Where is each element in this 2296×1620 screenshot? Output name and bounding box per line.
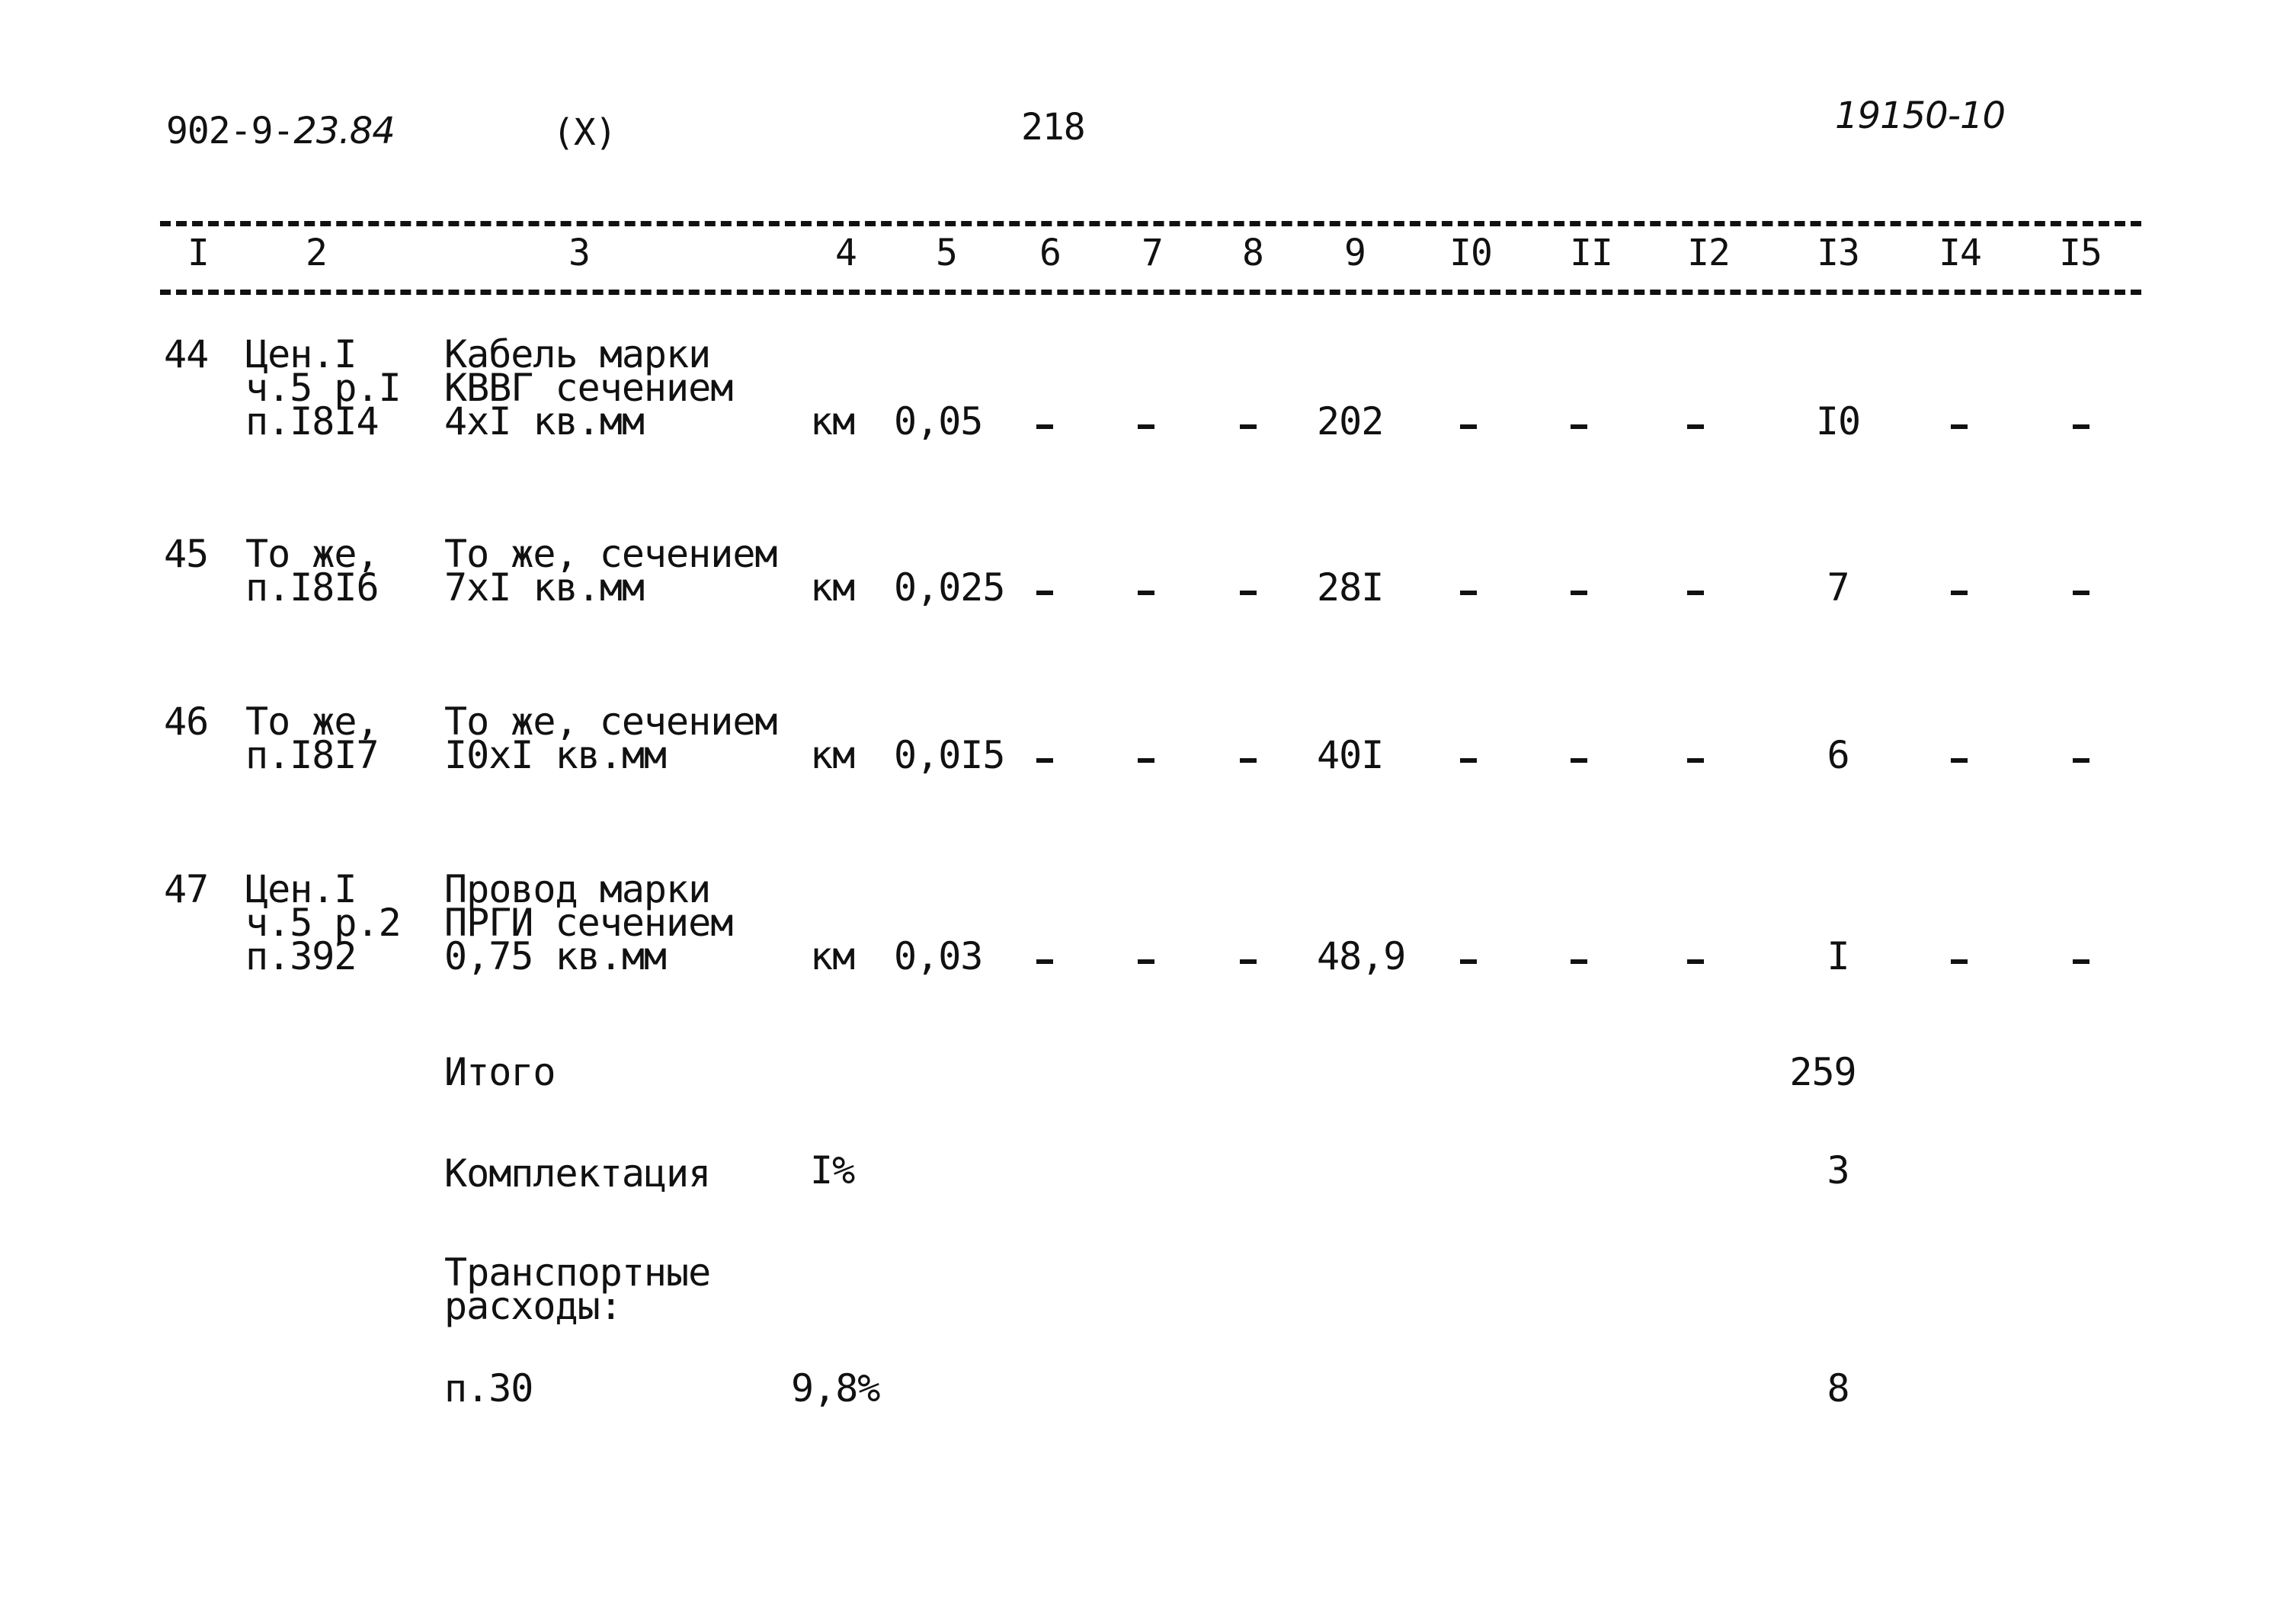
col-header-14: I4	[1939, 232, 1981, 274]
row-col13-value: 7	[1827, 565, 1849, 610]
header-rule-top	[160, 221, 2141, 226]
kit-rate: I%	[810, 1148, 855, 1193]
row-ref-line: То же,	[245, 700, 379, 744]
empty-cell-dash	[1240, 424, 1257, 429]
document-code	[166, 110, 395, 152]
transport-label: Транспортные	[444, 1250, 711, 1295]
row-ref-line: ч.5 р.I	[245, 366, 401, 410]
col-header-13: I3	[1817, 232, 1859, 274]
row-unit: км	[810, 733, 855, 777]
empty-cell-dash	[1687, 591, 1704, 595]
empty-cell-dash	[1138, 959, 1154, 964]
empty-cell-dash	[1687, 424, 1704, 429]
empty-cell-dash	[1240, 758, 1257, 763]
empty-cell-dash	[1138, 591, 1154, 595]
row-quantity: 0,03	[894, 934, 983, 978]
row-quantity: 0,0I5	[894, 733, 1005, 777]
total-value: 259	[1789, 1050, 1856, 1094]
col-header-6: 6	[1039, 232, 1061, 274]
empty-cell-dash	[2073, 758, 2089, 763]
empty-cell-dash	[1951, 959, 1968, 964]
row-name-line: Провод марки	[444, 867, 711, 911]
empty-cell-dash	[1571, 758, 1587, 763]
empty-cell-dash	[2073, 959, 2089, 964]
empty-cell-dash	[1687, 758, 1704, 763]
row-quantity: 0,05	[894, 399, 983, 443]
row-col13-value: 6	[1827, 733, 1849, 777]
col-header-4: 4	[835, 232, 857, 274]
empty-cell-dash	[2073, 424, 2089, 429]
empty-cell-dash	[1036, 591, 1053, 595]
row-name-line: Кабель марки	[444, 332, 711, 376]
empty-cell-dash	[1951, 591, 1968, 595]
header-rule-bottom	[160, 290, 2141, 295]
row-name-line: То же, сечением	[444, 532, 777, 576]
section-mark: (X)	[552, 111, 616, 154]
empty-cell-dash	[1460, 959, 1477, 964]
empty-cell-dash	[1951, 424, 1968, 429]
empty-cell-dash	[1138, 758, 1154, 763]
total-label: Итого	[444, 1050, 556, 1094]
sheet-id: 19150-10	[1835, 94, 2006, 137]
col-header-7: 7	[1142, 232, 1163, 274]
col-header-9: 9	[1344, 232, 1366, 274]
empty-cell-dash	[1571, 424, 1587, 429]
row-ref-line: п.I8I7	[245, 733, 379, 777]
col-header-15: I5	[2059, 232, 2102, 274]
row-col9-value: 48,9	[1317, 934, 1406, 978]
row-name-line: 0,75 кв.мм	[444, 934, 667, 978]
document-code-handwritten: 23.84	[293, 110, 395, 152]
empty-cell-dash	[1951, 758, 1968, 763]
empty-cell-dash	[1460, 424, 1477, 429]
col-header-2: 2	[306, 232, 327, 274]
row-col9-value: 28I	[1317, 565, 1384, 610]
row-ref-line: То же,	[245, 532, 379, 576]
row-name-line: I0хI кв.мм	[444, 733, 667, 777]
kit-value: 3	[1827, 1148, 1849, 1193]
row-ref-line: Цен.I	[245, 867, 357, 911]
col-header-10: I0	[1449, 232, 1492, 274]
row-ref-line: п.I8I4	[245, 399, 379, 443]
row-name-line: КВВГ сечением	[444, 366, 733, 410]
row-name-line: 4хI кв.мм	[444, 399, 644, 443]
row-ref-line: п.I8I6	[245, 565, 379, 610]
document-code-printed: 902-9-	[166, 110, 294, 152]
row-ref-line: п.392	[245, 934, 357, 978]
col-header-3: 3	[568, 232, 590, 274]
row-number: 47	[164, 867, 209, 911]
row-ref-line: Цен.I	[245, 332, 357, 376]
empty-cell-dash	[1460, 758, 1477, 763]
row-unit: км	[810, 565, 855, 610]
empty-cell-dash	[1036, 424, 1053, 429]
row-number: 46	[164, 700, 209, 744]
empty-cell-dash	[1036, 758, 1053, 763]
transport-label: расходы:	[444, 1284, 622, 1328]
row-ref-line: ч.5 р.2	[245, 901, 401, 945]
row-name-line: 7хI кв.мм	[444, 565, 644, 610]
row-name-line: ПРГИ сечением	[444, 901, 733, 945]
row-col9-value: 202	[1317, 399, 1384, 443]
empty-cell-dash	[1687, 959, 1704, 964]
page-number: 218	[1021, 106, 1085, 149]
row-unit: км	[810, 399, 855, 443]
row-col13-value: I	[1827, 934, 1849, 978]
row-quantity: 0,025	[894, 565, 1005, 610]
col-header-5: 5	[936, 232, 957, 274]
row-number: 45	[164, 532, 209, 576]
empty-cell-dash	[1571, 591, 1587, 595]
col-header-12: I2	[1687, 232, 1730, 274]
empty-cell-dash	[1460, 591, 1477, 595]
col-header-1: I	[187, 232, 209, 274]
empty-cell-dash	[1240, 591, 1257, 595]
empty-cell-dash	[1138, 424, 1154, 429]
transport-value: 8	[1827, 1366, 1849, 1410]
transport-rate: 9,8%	[791, 1366, 880, 1410]
empty-cell-dash	[1240, 959, 1257, 964]
row-col13-value: I0	[1815, 399, 1861, 443]
col-header-11: II	[1570, 232, 1612, 274]
row-unit: км	[810, 934, 855, 978]
col-header-8: 8	[1242, 232, 1263, 274]
empty-cell-dash	[1036, 959, 1053, 964]
transport-item-label: п.30	[444, 1366, 533, 1410]
row-col9-value: 40I	[1317, 733, 1384, 777]
row-name-line: То же, сечением	[444, 700, 777, 744]
empty-cell-dash	[2073, 591, 2089, 595]
kit-label: Комплектация	[444, 1151, 711, 1196]
row-number: 44	[164, 332, 209, 376]
empty-cell-dash	[1571, 959, 1587, 964]
